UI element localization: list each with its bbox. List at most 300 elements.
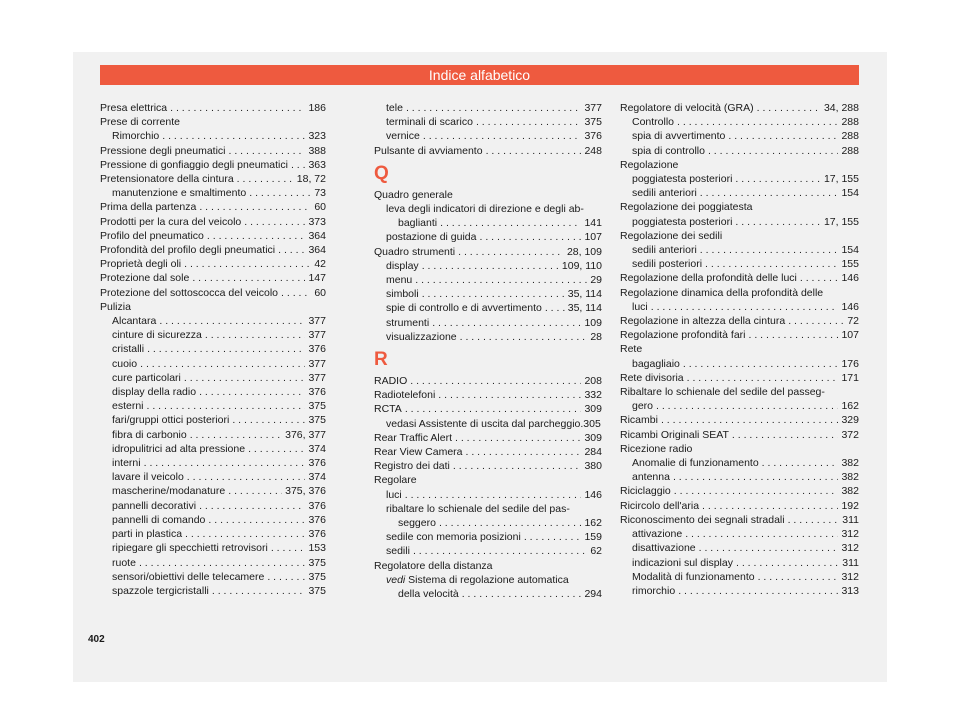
entry-page-ref: 171 <box>841 371 859 384</box>
leader-dots <box>212 584 306 598</box>
leader-dots <box>185 527 305 541</box>
page-number: 402 <box>88 634 105 645</box>
leader-dots <box>281 286 311 300</box>
leader-dots <box>440 216 581 230</box>
leader-dots <box>205 328 306 342</box>
entry-page-ref: 146 <box>841 300 859 313</box>
entry-page-ref: 60 <box>314 201 326 214</box>
index-subentry <box>374 330 602 344</box>
index-subentry <box>620 470 859 484</box>
index-subentry <box>100 371 326 385</box>
index-entry <box>100 300 326 314</box>
entry-term: poggiatesta posteriori <box>632 215 733 228</box>
entry-term: Ricambi <box>620 414 658 427</box>
entry-term: della velocità <box>398 588 459 601</box>
page-title: Indice alfabetico <box>100 65 859 85</box>
leader-dots <box>184 371 306 385</box>
index-subentry <box>100 385 326 399</box>
entry-term: Protezione del sottoscocca del veicolo <box>100 286 279 299</box>
index-subentry <box>620 556 859 570</box>
entry-term: Ribaltare lo schienale del sedile del passeg- <box>620 386 825 399</box>
index-subentry <box>100 456 326 470</box>
entry-term: antenna <box>632 471 670 484</box>
entry-page-ref: 376 <box>308 513 326 526</box>
index-entry <box>100 286 326 300</box>
leader-dots <box>229 144 306 158</box>
entry-term: cuoio <box>112 357 138 370</box>
entry-page-ref: 363 <box>308 158 326 171</box>
leader-dots <box>685 527 838 541</box>
entry-term: RADIO <box>374 375 408 388</box>
entry-page-ref: 376 <box>308 386 326 399</box>
index-entry <box>100 115 326 129</box>
entry-term: poggiatesta posteriori <box>632 173 733 186</box>
leader-dots <box>757 101 821 115</box>
entry-term: luci <box>386 488 402 501</box>
entry-term: Rimorchio <box>112 130 160 143</box>
index-subentry <box>100 570 326 584</box>
leader-dots <box>651 300 839 314</box>
entry-separator: . <box>580 417 584 430</box>
entry-page-ref: 18, 72 <box>296 173 326 186</box>
index-entry <box>620 229 859 243</box>
entry-page-ref: 382 <box>841 457 859 470</box>
entry-term: Proprietà degli oli <box>100 258 182 271</box>
entry-term: Profilo del pneumatico <box>100 229 204 242</box>
index-subentry <box>620 570 859 584</box>
entry-term: vedi Sistema di regolazione automatica <box>386 573 569 586</box>
index-subentry <box>100 399 326 413</box>
entry-page-ref: 28 <box>590 330 602 343</box>
index-subentry <box>374 544 602 558</box>
index-subentry <box>100 186 326 200</box>
entry-term: Rete divisoria <box>620 371 684 384</box>
entry-page-ref: 146 <box>584 488 602 501</box>
leader-dots <box>432 316 581 330</box>
index-subentry <box>374 301 602 315</box>
leader-dots <box>267 570 305 584</box>
leader-dots <box>708 144 839 158</box>
index-subentry <box>100 513 326 527</box>
leader-dots <box>699 541 839 555</box>
entry-term: RCTA <box>374 403 402 416</box>
leader-dots <box>661 413 839 427</box>
entry-term: sedili anteriori <box>632 187 697 200</box>
index-entry <box>100 144 326 158</box>
leader-dots <box>248 442 305 456</box>
entry-term: display <box>386 259 419 272</box>
entry-page-ref: 312 <box>841 542 859 555</box>
index-subentry <box>374 202 602 216</box>
index-subentry <box>620 584 859 598</box>
entry-term: Regolare <box>374 474 417 487</box>
index-entry <box>100 172 326 186</box>
entry-term: spazzole tergicristalli <box>112 584 209 597</box>
index-entry <box>374 245 602 259</box>
leader-dots <box>208 513 305 527</box>
entry-page-ref: 60 <box>314 286 326 299</box>
entry-term: Prima della partenza <box>100 201 197 214</box>
entry-term: esterni <box>112 400 144 413</box>
index-subentry <box>374 101 602 115</box>
leader-dots <box>244 215 305 229</box>
entry-page-ref: 176 <box>841 357 859 370</box>
entry-page-ref: 109 <box>584 316 602 329</box>
entry-page-ref: 17, 155 <box>823 215 859 228</box>
leader-dots <box>673 470 839 484</box>
leader-dots <box>159 314 305 328</box>
leader-dots <box>423 129 582 143</box>
entry-term: bagagliaio <box>632 357 680 370</box>
entry-page-ref: 153 <box>308 542 326 555</box>
leader-dots <box>144 456 306 470</box>
entry-page-ref: 388 <box>308 144 326 157</box>
index-column-3 <box>620 101 859 598</box>
index-subentry <box>620 186 859 200</box>
index-subentry <box>100 342 326 356</box>
entry-term: pannelli di comando <box>112 513 206 526</box>
leader-dots <box>199 499 305 513</box>
leader-dots <box>184 257 311 271</box>
index-subentry <box>100 413 326 427</box>
leader-dots <box>207 229 306 243</box>
leader-dots <box>187 470 306 484</box>
entry-term: sensori/obiettivi delle telecamere <box>112 570 265 583</box>
entry-page-ref: 309 <box>584 403 602 416</box>
entry-term: cinture di sicurezza <box>112 329 202 342</box>
leader-dots <box>439 516 582 530</box>
entry-page-ref: 313 <box>841 584 859 597</box>
entry-term: Pulizia <box>100 300 131 313</box>
entry-term: cure particolari <box>112 371 181 384</box>
leader-dots <box>700 243 839 257</box>
entry-term: spie di controllo e di avvertimento <box>386 302 542 315</box>
index-subentry <box>620 527 859 541</box>
index-entry <box>374 431 602 445</box>
index-subentry <box>100 556 326 570</box>
entry-page-ref: 35, 114 <box>567 288 602 301</box>
entry-term: Regolazione dei sedili <box>620 229 723 242</box>
entry-page-ref: 294 <box>584 588 602 601</box>
index-subentry <box>620 172 859 186</box>
leader-dots <box>406 101 582 115</box>
index-entry <box>100 229 326 243</box>
index-entry <box>620 442 859 456</box>
index-subentry <box>374 417 602 431</box>
leader-dots <box>735 215 821 229</box>
entry-term: strumenti <box>386 316 430 329</box>
entry-page-ref: 376, 377 <box>285 428 326 441</box>
leader-dots <box>422 259 559 273</box>
index-subentry <box>620 115 859 129</box>
leader-dots <box>147 399 306 413</box>
leader-dots <box>486 144 582 158</box>
entry-page-ref: 162 <box>841 400 859 413</box>
leader-dots <box>147 342 305 356</box>
index-entry <box>100 257 326 271</box>
leader-dots <box>735 172 821 186</box>
entry-term: terminali di scarico <box>386 116 473 129</box>
entry-term: interni <box>112 457 141 470</box>
entry-term: ribaltare lo schienale del sedile del pas- <box>386 502 570 515</box>
leader-dots <box>462 587 582 601</box>
leader-dots <box>678 584 838 598</box>
index-entry <box>620 101 859 115</box>
entry-page-ref: 375 <box>308 584 326 597</box>
index-subentry <box>100 484 326 498</box>
entry-term: sedili anteriori <box>632 244 697 257</box>
entry-page-ref: 312 <box>841 570 859 583</box>
entry-page-ref: 62 <box>590 545 602 558</box>
index-subentry <box>100 541 326 555</box>
entry-page-ref: 42 <box>314 258 326 271</box>
entry-page-ref: 288 <box>841 130 859 143</box>
index-subentry <box>374 488 602 502</box>
entry-page-ref: 29 <box>590 274 602 287</box>
entry-term: Modalità di funzionamento <box>632 570 755 583</box>
index-subentry <box>374 502 602 516</box>
index-subentry <box>100 428 326 442</box>
leader-dots <box>170 101 305 115</box>
leader-dots <box>139 556 306 570</box>
entry-page-ref: 382 <box>841 471 859 484</box>
entry-page-ref: 380 <box>584 460 602 473</box>
entry-term: gero <box>632 400 654 413</box>
leader-dots <box>674 484 839 498</box>
entry-term: Anomalie di funzionamento <box>632 457 759 470</box>
entry-term: seggero <box>398 517 436 530</box>
entry-page-ref: 17, 155 <box>823 173 859 186</box>
entry-page-ref: 107 <box>841 329 859 342</box>
entry-term: Pressione degli pneumatici <box>100 144 226 157</box>
entry-page-ref: 35, 114 <box>567 302 602 315</box>
entry-term: sedili posteriori <box>632 258 703 271</box>
index-entry <box>100 215 326 229</box>
leader-dots <box>232 413 305 427</box>
leader-dots <box>656 399 838 413</box>
leader-dots <box>438 388 581 402</box>
index-entry <box>620 413 859 427</box>
index-column-2 <box>374 101 602 601</box>
entry-term: cristalli <box>112 343 145 356</box>
index-entry <box>374 445 602 459</box>
leader-dots <box>800 271 839 285</box>
entry-term: Rear Traffic Alert <box>374 431 453 444</box>
index-entry <box>100 243 326 257</box>
index-subentry <box>100 470 326 484</box>
leader-dots <box>466 445 582 459</box>
index-subentry <box>374 316 602 330</box>
entry-page-ref: 375 <box>308 556 326 569</box>
index-subentry <box>374 573 602 587</box>
entry-page-ref: 375 <box>308 414 326 427</box>
entry-term: manutenzione e smaltimento <box>112 187 247 200</box>
index-entry <box>374 473 602 487</box>
index-entry <box>100 101 326 115</box>
leader-dots <box>788 314 844 328</box>
entry-page-ref: 372 <box>841 428 859 441</box>
entry-term: Prese di corrente <box>100 116 180 129</box>
entry-term: Regolazione dei poggiatesta <box>620 201 753 214</box>
leader-dots <box>278 243 305 257</box>
entry-term: Rete <box>620 343 643 356</box>
index-entry <box>100 271 326 285</box>
leader-dots <box>476 115 582 129</box>
entry-term: vernice <box>386 130 420 143</box>
leader-dots <box>415 273 587 287</box>
index-subentry <box>374 530 602 544</box>
leader-dots <box>683 357 839 371</box>
index-entry <box>374 144 602 158</box>
leader-dots <box>291 158 306 172</box>
leader-dots <box>190 428 282 442</box>
entry-term: tele <box>386 102 403 114</box>
entry-term: vedasi Assistente di uscita dal parcheggio <box>386 417 581 430</box>
entry-page-ref: 377 <box>584 102 602 114</box>
index-subentry <box>100 499 326 513</box>
leader-dots <box>732 428 839 442</box>
entry-term: Profondità del profilo degli pneumatici <box>100 244 276 257</box>
entry-page-ref: 312 <box>841 528 859 541</box>
entry-term: Protezione dal sole <box>100 272 190 285</box>
entry-page-ref: 186 <box>308 102 326 114</box>
entry-page-ref: 159 <box>584 531 602 544</box>
index-entry <box>100 200 326 214</box>
entry-page-ref: 154 <box>841 187 859 200</box>
index-entry <box>620 513 859 527</box>
index-subentry <box>374 287 602 301</box>
entry-page-ref: 305 <box>583 417 601 430</box>
leader-dots <box>455 431 581 445</box>
index-entry <box>620 158 859 172</box>
index-subentry <box>620 357 859 371</box>
entry-page-ref: 309 <box>584 431 602 444</box>
index-entry <box>620 328 859 342</box>
entry-page-ref: 284 <box>584 446 602 459</box>
entry-term: Regolazione dinamica della profondità delle <box>620 286 824 299</box>
entry-term: spia di avvertimento <box>632 130 726 143</box>
entry-term: menu <box>386 274 413 287</box>
leader-dots <box>524 530 582 544</box>
entry-page-ref: 329 <box>841 414 859 427</box>
entry-page-ref: 377 <box>308 371 326 384</box>
index-subentry <box>100 527 326 541</box>
entry-page-ref: 376 <box>308 457 326 470</box>
index-subentry <box>620 300 859 314</box>
leader-dots <box>702 499 838 513</box>
entry-page-ref: 364 <box>308 244 326 257</box>
entry-page-ref: 311 <box>842 556 859 569</box>
entry-page-ref: 375 <box>308 570 326 583</box>
entry-term: visualizzazione <box>386 330 457 343</box>
entry-term: Prodotti per la cura del veicolo <box>100 215 242 228</box>
leader-dots <box>728 129 838 143</box>
entry-page-ref: 376 <box>308 343 326 356</box>
leader-dots <box>140 357 305 371</box>
entry-page-ref: 288 <box>841 144 859 157</box>
entry-term: luci <box>632 300 648 313</box>
entry-term: postazione di guida <box>386 231 477 244</box>
entry-page-ref: 146 <box>841 272 859 285</box>
entry-page-ref: 248 <box>584 144 602 157</box>
leader-dots <box>228 484 282 498</box>
leader-dots <box>192 271 305 285</box>
entry-term: fari/gruppi ottici posteriori <box>112 414 230 427</box>
entry-term: lavare il veicolo <box>112 471 184 484</box>
leader-dots <box>762 456 839 470</box>
entry-page-ref: 376 <box>584 130 602 143</box>
entry-term: Regolatore di velocità (GRA) <box>620 102 754 114</box>
entry-term: Regolazione in altezza della cintura <box>620 315 786 328</box>
entry-term: Regolazione della profondità delle luci <box>620 272 797 285</box>
entry-page-ref: 373 <box>308 215 326 228</box>
index-subentry <box>374 216 602 230</box>
entry-page-ref: 377 <box>308 357 326 370</box>
index-subentry <box>620 144 859 158</box>
index-subentry <box>620 541 859 555</box>
leader-dots <box>199 200 311 214</box>
entry-page-ref: 375, 376 <box>285 485 326 498</box>
index-entry <box>620 314 859 328</box>
index-subentry <box>374 230 602 244</box>
entry-term: Ricambi Originali SEAT <box>620 428 729 441</box>
leader-dots <box>249 186 311 200</box>
index-subentry <box>100 314 326 328</box>
index-subentry <box>620 399 859 413</box>
index-entry <box>374 402 602 416</box>
leader-dots <box>545 301 565 315</box>
entry-term: pannelli decorativi <box>112 499 197 512</box>
leader-dots <box>405 402 582 416</box>
entry-term: Regolazione profondità fari <box>620 329 746 342</box>
index-subentry <box>100 328 326 342</box>
leader-dots <box>422 287 565 301</box>
entry-page-ref: 147 <box>308 272 326 285</box>
entry-page-ref: 377 <box>308 315 326 328</box>
index-entry <box>374 459 602 473</box>
entry-term: Pressione di gonfiaggio degli pneumatici <box>100 158 288 171</box>
entry-term: Pulsante di avviamento <box>374 144 483 157</box>
leader-dots <box>413 544 587 558</box>
index-subentry <box>100 357 326 371</box>
entry-term: Controllo <box>632 116 675 129</box>
entry-page-ref: 154 <box>841 244 859 257</box>
leader-dots <box>700 186 839 200</box>
entry-term: sedili <box>386 545 410 558</box>
entry-term: parti in plastica <box>112 528 183 541</box>
entry-term: Regolazione <box>620 158 679 171</box>
entry-page-ref: 208 <box>584 375 602 388</box>
entry-page-ref: 109, 110 <box>561 259 602 272</box>
index-entry <box>620 484 859 498</box>
index-subentry <box>374 115 602 129</box>
index-subentry <box>620 456 859 470</box>
entry-page-ref: 141 <box>584 217 602 230</box>
index-subentry <box>374 129 602 143</box>
leader-dots <box>677 115 838 129</box>
entry-page-ref: 332 <box>584 389 602 402</box>
entry-term: Rear View Camera <box>374 446 463 459</box>
leader-dots <box>410 374 581 388</box>
entry-page-ref: 364 <box>308 229 326 242</box>
entry-term: Registro dei dati <box>374 460 450 473</box>
entry-term: spia di controllo <box>632 144 705 157</box>
entry-term: Regolatore della distanza <box>374 559 493 572</box>
entry-page-ref: 311 <box>842 513 859 526</box>
entry-term: fibra di carbonio <box>112 428 187 441</box>
entry-page-ref: 376 <box>308 528 326 541</box>
entry-term: Presa elettrica <box>100 102 168 114</box>
